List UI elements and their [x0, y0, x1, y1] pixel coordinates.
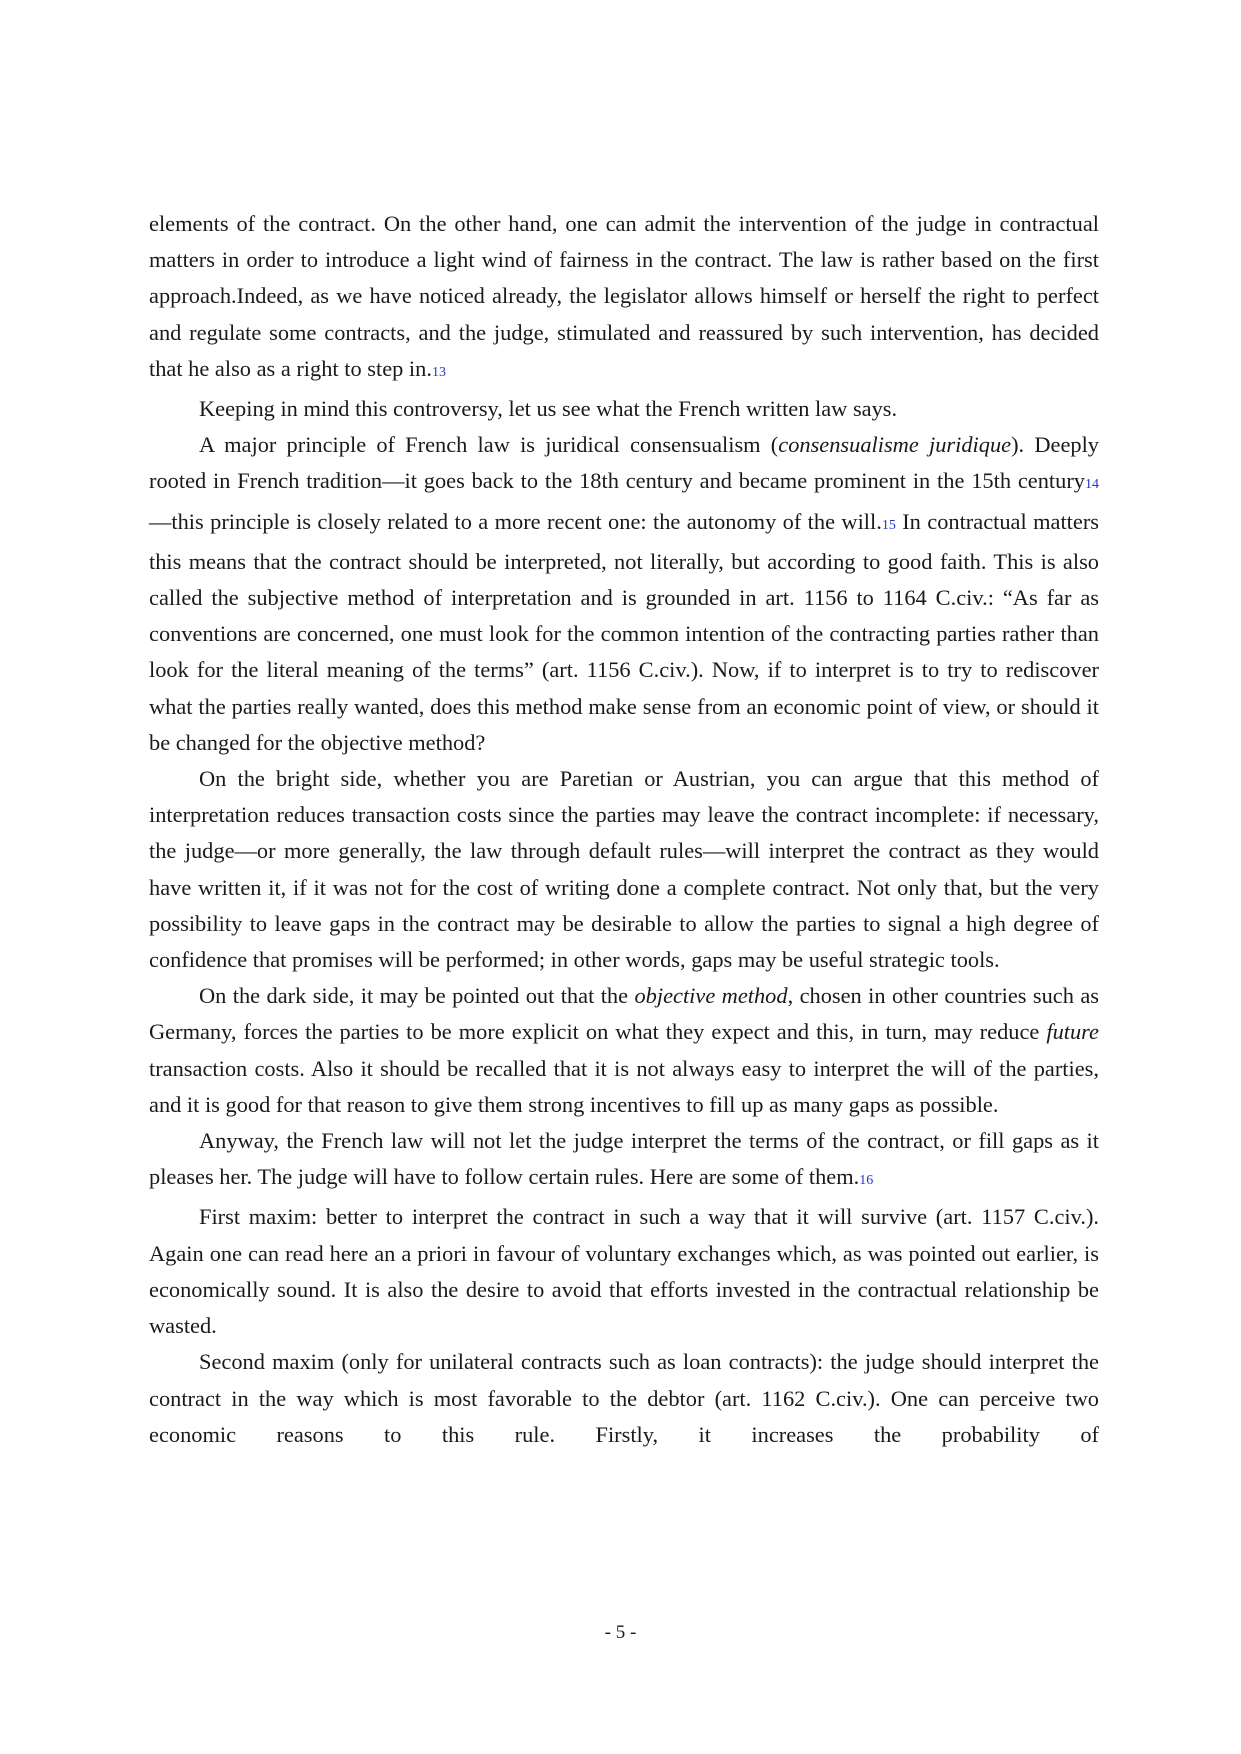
paragraph-4 — [149, 761, 1099, 978]
paragraph-text: ). Deeply rooted in French tradition—it goes back to the 18th century and became prominent in the 15th century — [149, 432, 1099, 494]
paragraph-text: In contractual matters this means that the contract should be interpreted, not literally, but according to good faith. This is also called the subjective method of interpretation and is grounded in art. 1156 to 1164 C.civ.: “As far as conventions are concerned, one must look for the common intention of the contracting parties rather than look for the literal meaning of the terms” (art. 1156 C.civ.). Now, if to interpret is to try to rediscover what the parties really wanted, does this method make sense from an economic point of view, or should it be changed for the objective method? — [149, 508, 1099, 755]
paragraph-text: First maxim: better to interpret the contract in such a way that it will survive (art. 1157 C.civ.). Again one can read here an a priori in favour of voluntary exchanges which, as was pointed out earlier, is economically sound. It is also the desire to avoid that efforts invested in the contractual relationship be wasted. — [149, 1204, 1099, 1339]
paragraph-8 — [149, 1344, 1099, 1453]
paragraph-7 — [149, 1199, 1099, 1344]
paragraph-text: On the bright side, whether you are Paretian or Austrian, you can argue that this method of interpretation reduces transaction costs since the parties may leave the contract incomplete: if necessary, the judge—or more generally, the law through default rules—will interpret the contract as they would have written it, if it was not for the cost of writing done a complete contract. Not only that, but the very possibility to leave gaps in the contract may be desirable to allow the parties to signal a high degree of confidence that promises will be performed; in other words, gaps may be useful strategic tools. — [149, 766, 1099, 973]
paragraph-6 — [149, 1123, 1099, 1199]
italic-term: objective method — [634, 983, 788, 1009]
footnote-ref-15[interactable]: 15 — [881, 517, 896, 533]
paragraph-text: Anyway, the French law will not let the judge interpret the terms of the contract, or fill gaps as it pleases her. The judge will have to follow certain rules. Here are some of them. — [149, 1128, 1099, 1190]
paragraph-text: On the dark side, it may be pointed out that the — [199, 983, 635, 1009]
footnote-ref-13[interactable]: 13 — [431, 364, 446, 380]
paragraph-text: A major principle of French law is juridical consensualism ( — [199, 432, 779, 458]
document-body — [149, 206, 1099, 1453]
paragraph-5 — [149, 978, 1099, 1123]
paragraph-3 — [149, 427, 1099, 761]
italic-term: future — [1046, 1019, 1099, 1045]
page-number: - 5 - — [604, 1622, 637, 1643]
paragraph-text: Keeping in mind this controversy, let us see what the French written law says. — [199, 396, 898, 422]
paragraph-2 — [149, 391, 1099, 427]
paragraph-text: elements of the contract. On the other hand, one can admit the intervention of the judge in contractual matters in order to introduce a light wind of fairness in the contract. The law is rather based on the first approach.Indeed, as we have noticed already, the legislator allows himself or herself the right to perfect and regulate some contracts, and the judge, stimulated and reassured by such intervention, has decided that he also as a right to step in. — [149, 211, 1099, 381]
paragraph-text: Second maxim (only for unilateral contracts such as loan contracts): the judge should interpret the contract in the way which is most favorable to the debtor (art. 1162 C.civ.). One can perceive two economic reasons to this rule. Firstly, it increases the probability of — [149, 1349, 1099, 1447]
italic-term: consensualisme juridique — [778, 432, 1012, 458]
paragraph-text: , chosen in other countries such as Germany, forces the parties to be more explicit on what they expect and this, in turn, may reduce — [149, 983, 1099, 1045]
paragraph-text: transaction costs. Also it should be recalled that it is not always easy to interpret the will of the parties, and it is good for that reason to give them strong incentives to fill up as many gaps as possible. — [149, 1055, 1099, 1117]
footnote-ref-16[interactable]: 16 — [859, 1173, 874, 1189]
footnote-ref-14[interactable]: 14 — [1085, 477, 1099, 493]
paragraph-text: —this principle is closely related to a more recent one: the autonomy of the will. — [149, 508, 882, 534]
paragraph-1 — [149, 206, 1099, 391]
